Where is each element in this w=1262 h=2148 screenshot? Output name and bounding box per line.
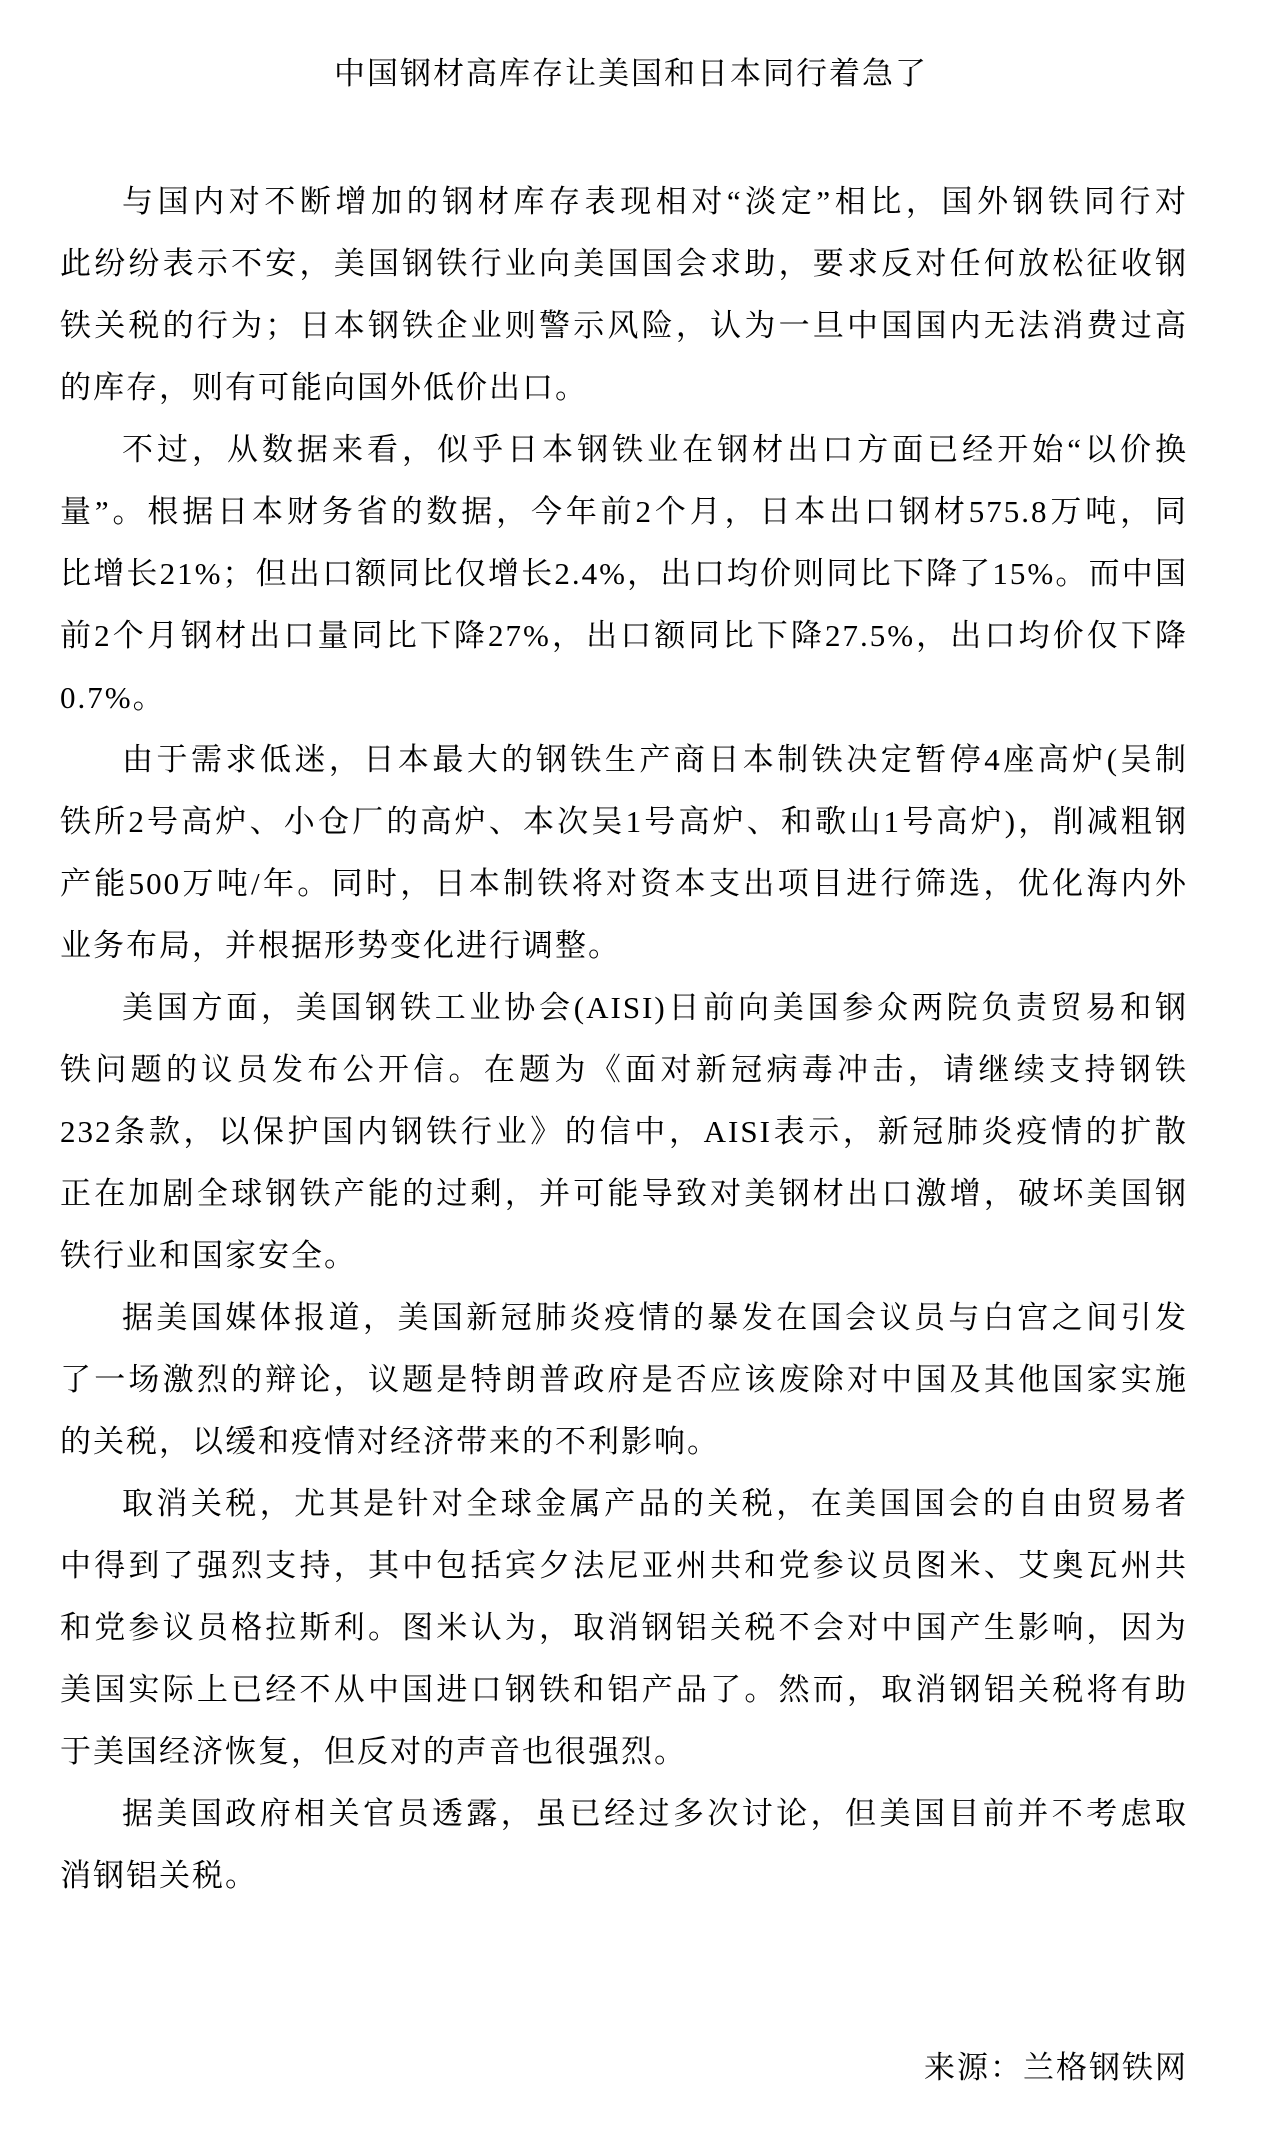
text-line: 消钢铝关税。: [60, 1858, 258, 1893]
paragraph-1: [60, 171, 1188, 419]
text-line: 铁问题的议员发布公开信。在题为《面对新冠病毒冲击，请继续支持钢铁: [60, 1052, 1188, 1087]
text-line: 比增长21%；但出口额同比仅增长2.4%，出口均价则同比下降了15%。而中国: [60, 556, 1188, 591]
text-line: 取消关税，尤其是针对全球金属产品的关税，在美国国会的自由贸易者: [122, 1486, 1188, 1521]
text-line: 据美国媒体报道，美国新冠肺炎疫情的暴发在国会议员与白宫之间引发: [122, 1300, 1188, 1335]
text-line: 此纷纷表示不安，美国钢铁行业向美国国会求助，要求反对任何放松征收钢: [60, 246, 1188, 281]
text-line: 产能500万吨/年。同时，日本制铁将对资本支出项目进行筛选，优化海内外: [60, 866, 1188, 901]
text-line: 不过，从数据来看，似乎日本钢铁业在钢材出口方面已经开始“以价换: [122, 432, 1188, 467]
paragraph-3: [60, 729, 1188, 977]
article-title: 中国钢材高库存让美国和日本同行着急了: [334, 56, 928, 91]
text-line: 0.7%。: [60, 680, 166, 715]
text-line: 据美国政府相关官员透露，虽已经过多次讨论，但美国目前并不考虑取: [122, 1796, 1188, 1831]
text-line: 铁行业和国家安全。: [60, 1238, 357, 1273]
text-line: 由于需求低迷，日本最大的钢铁生产商日本制铁决定暂停4座高炉(吴制: [122, 742, 1188, 777]
text-line: 美国方面，美国钢铁工业协会(AISI)日前向美国参众两院负责贸易和钢: [122, 990, 1188, 1025]
paragraph-2: [60, 419, 1188, 729]
text-line: 的关税，以缓和疫情对经济带来的不利影响。: [60, 1424, 720, 1459]
source-credit: 来源：兰格钢铁网: [924, 2050, 1188, 2085]
text-line: 和党参议员格拉斯利。图米认为，取消钢铝关税不会对中国产生影响，因为: [60, 1610, 1188, 1645]
text-line: 232条款，以保护国内钢铁行业》的信中，AISI表示，新冠肺炎疫情的扩散: [60, 1114, 1188, 1149]
text-line: 于美国经济恢复，但反对的声音也很强烈。: [60, 1734, 687, 1769]
text-line: 正在加剧全球钢铁产能的过剩，并可能导致对美钢材出口激增，破坏美国钢: [60, 1176, 1188, 1211]
text-line: 铁关税的行为；日本钢铁企业则警示风险，认为一旦中国国内无法消费过高: [60, 308, 1188, 343]
article-body: [60, 171, 1188, 1907]
text-line: 中得到了强烈支持，其中包括宾夕法尼亚州共和党参议员图米、艾奥瓦州共: [60, 1548, 1188, 1583]
text-line: 量”。根据日本财务省的数据，今年前2个月，日本出口钢材575.8万吨，同: [60, 494, 1188, 529]
text-line: 前2个月钢材出口量同比下降27%，出口额同比下降27.5%，出口均价仅下降: [60, 618, 1188, 653]
text-line: 了一场激烈的辩论，议题是特朗普政府是否应该废除对中国及其他国家实施: [60, 1362, 1188, 1397]
paragraph-7: [60, 1783, 1188, 1907]
paragraph-5: [60, 1287, 1188, 1473]
paragraph-6: [60, 1473, 1188, 1783]
text-line: 业务布局，并根据形势变化进行调整。: [60, 928, 621, 963]
text-line: 与国内对不断增加的钢材库存表现相对“淡定”相比，国外钢铁同行对: [122, 184, 1188, 219]
text-line: 铁所2号高炉、小仓厂的高炉、本次吴1号高炉、和歌山1号高炉)，削减粗钢: [60, 804, 1188, 839]
paragraph-4: [60, 977, 1188, 1287]
text-line: 的库存，则有可能向国外低价出口。: [60, 370, 588, 405]
text-line: 美国实际上已经不从中国进口钢铁和铝产品了。然而，取消钢铝关税将有助: [60, 1672, 1188, 1707]
